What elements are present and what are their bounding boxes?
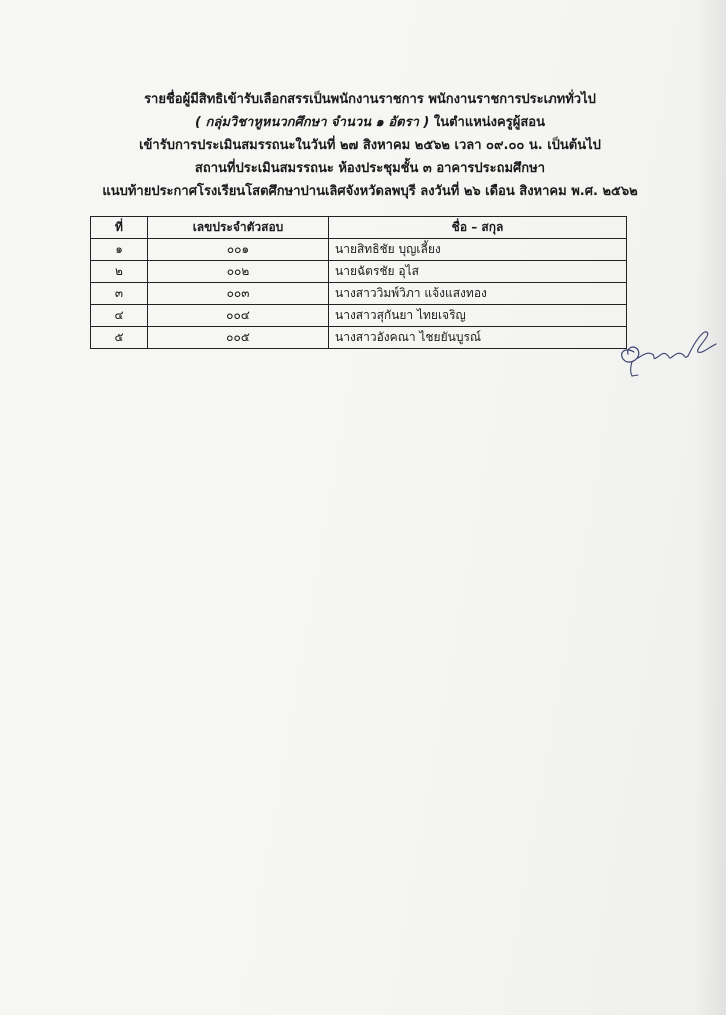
row-name: นางสาวสุกันยา ไทยเจริญ bbox=[329, 305, 627, 327]
table-header-row bbox=[91, 217, 627, 239]
header-line-1: รายชื่อผู้มีสิทธิเข้ารับเลือกสรรเป็นพนักงานราชการ พนักงานราชการประเภททั่วไป bbox=[144, 92, 596, 107]
row-name: นางสาวอังคณา ไชยยันบูรณ์ bbox=[329, 327, 627, 349]
table-row bbox=[91, 327, 627, 349]
table-row bbox=[91, 239, 627, 261]
row-exam-id: ๐๐๕ bbox=[148, 327, 329, 349]
table-row bbox=[91, 305, 627, 327]
header-line-2-italic: ( กลุ่มวิชาหูหนวกศึกษา จำนวน ๑ อัตรา ) bbox=[195, 115, 430, 130]
header-exam-id: เลขประจำตัวสอบ bbox=[148, 217, 329, 239]
header-line-2 bbox=[60, 111, 680, 134]
document-header bbox=[60, 88, 680, 203]
row-no: ๓ bbox=[91, 283, 148, 305]
header-name: ชื่อ – สกุล bbox=[329, 217, 627, 239]
row-no: ๕ bbox=[91, 327, 148, 349]
header-line-3: เข้ารับการประเมินสมรรถนะในวันที่ ๒๗ สิงหาคม ๒๕๖๒ เวลา ๐๙.๐๐ น. เป็นต้นไป bbox=[139, 138, 601, 153]
header-line-2-rest: ในตำแหน่งครูผู้สอน bbox=[429, 115, 545, 130]
header-line-5: แนบท้ายประกาศโรงเรียนโสตศึกษาปานเลิศจังหวัดลพบุรี ลงวันที่ ๒๖ เดือน สิงหาคม พ.ศ. ๒๕๖๒ bbox=[102, 184, 638, 199]
row-name: นายสิทธิชัย บุญเลี้ยง bbox=[329, 239, 627, 261]
row-no: ๑ bbox=[91, 239, 148, 261]
row-name: นางสาววิมพ์วิภา แจ้งแสงทอง bbox=[329, 283, 627, 305]
row-exam-id: ๐๐๑ bbox=[148, 239, 329, 261]
page-edge-shadow bbox=[696, 0, 726, 1015]
row-exam-id: ๐๐๔ bbox=[148, 305, 329, 327]
header-line-4: สถานที่ประเมินสมรรถนะ ห้องประชุมชั้น ๓ อาคารประถมศึกษา bbox=[194, 161, 546, 176]
row-no: ๒ bbox=[91, 261, 148, 283]
handwritten-signature bbox=[612, 318, 722, 382]
row-exam-id: ๐๐๒ bbox=[148, 261, 329, 283]
header-no: ที่ bbox=[91, 217, 148, 239]
row-exam-id: ๐๐๓ bbox=[148, 283, 329, 305]
table-row bbox=[91, 261, 627, 283]
row-no: ๔ bbox=[91, 305, 148, 327]
table-row bbox=[91, 283, 627, 305]
candidate-table bbox=[90, 216, 627, 349]
row-name: นายฉัตรชัย อุไส bbox=[329, 261, 627, 283]
